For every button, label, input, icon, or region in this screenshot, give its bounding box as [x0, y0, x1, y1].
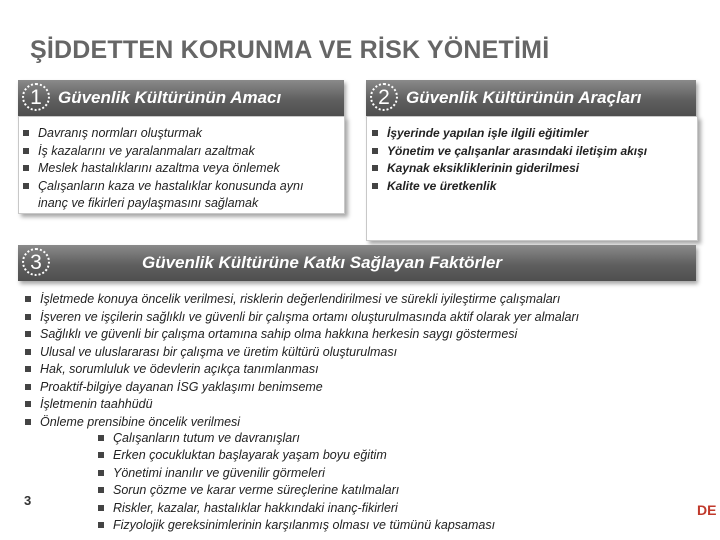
section3-number-badge: 3 [22, 248, 50, 276]
list-item: İşletmede konuya öncelik verilmesi, risklerin değerlendirilmesi ve sürekli iyileştirme çalışmaları [24, 291, 714, 309]
list-item: Davranış normları oluşturmak [22, 125, 322, 143]
section1-heading: Güvenlik Kültürünün Amacı [58, 88, 282, 107]
list-item: Kalite ve üretkenlik [371, 178, 653, 196]
list-item: Hak, sorumluluk ve ödevlerin açıkça tanımlanması [24, 361, 714, 379]
list-item: Meslek hastalıklarını azaltma veya önlemek [22, 160, 322, 178]
list-item: Ulusal ve uluslararası bir çalışma ve üretim kültürü oluşturulması [24, 344, 714, 362]
list-item: Proaktif-bilgiye dayanan İSG yaklaşımı benimseme [24, 379, 714, 397]
section2-number-badge: 2 [370, 83, 398, 111]
section3-sublist [97, 430, 597, 534]
list-item: Yönetimi inanılır ve güvenilir görmeleri [97, 465, 597, 482]
list-item: Çalışanların tutum ve davranışları [97, 430, 597, 447]
section1-number-badge: 1 [22, 83, 50, 111]
section3-list [24, 291, 714, 431]
list-item: Sağlıklı ve güvenli bir çalışma ortamına sahip olma hakkına herkesin saygı göstermesi [24, 326, 714, 344]
list-item: Çalışanların kaza ve hastalıklar konusunda aynı inanç ve fikirleri paylaşmasını sağlamak [22, 178, 322, 213]
list-item: Riskler, kazalar, hastalıklar hakkındaki inanç-fikirleri [97, 500, 597, 517]
section1-panel [18, 116, 345, 214]
list-item: Erken çocukluktan başlayarak yaşam boyu eğitim [97, 447, 597, 464]
section2-list [371, 125, 653, 195]
list-item: İşyerinde yapılan işle ilgili eğitimler [371, 125, 653, 143]
list-item: İşletmenin taahhüdü [24, 396, 714, 414]
slide-number: 3 [24, 493, 32, 508]
list-item: Yönetim ve çalışanlar arasındaki iletişim akışı [371, 143, 653, 161]
section2-header [366, 80, 696, 116]
section1-list [22, 125, 322, 213]
list-item: Kaynak eksikliklerinin giderilmesi [371, 160, 653, 178]
list-item: İşveren ve işçilerin sağlıklı ve güvenli bir çalışma ortamı oluşturulmasında aktif olarak yer almaları [24, 309, 714, 327]
section1-header [18, 80, 344, 116]
corner-text: DE [697, 502, 717, 518]
list-item: İş kazalarını ve yaralanmaları azaltmak [22, 143, 322, 161]
list-item: Sorun çözme ve karar verme süreçlerine katılmaları [97, 482, 597, 499]
list-item: Önleme prensibine öncelik verilmesi [24, 414, 714, 432]
section3-header [18, 245, 696, 281]
page-title: ŞİDDETTEN KORUNMA VE RİSK YÖNETİMİ [30, 36, 550, 64]
section2-heading: Güvenlik Kültürünün Araçları [406, 88, 642, 107]
list-item: Fizyolojik gereksinimlerinin karşılanmış olması ve tümünü kapsaması [97, 517, 597, 534]
section3-heading: Güvenlik Kültürüne Katkı Sağlayan Faktörler [142, 253, 502, 272]
section2-panel [366, 116, 698, 241]
